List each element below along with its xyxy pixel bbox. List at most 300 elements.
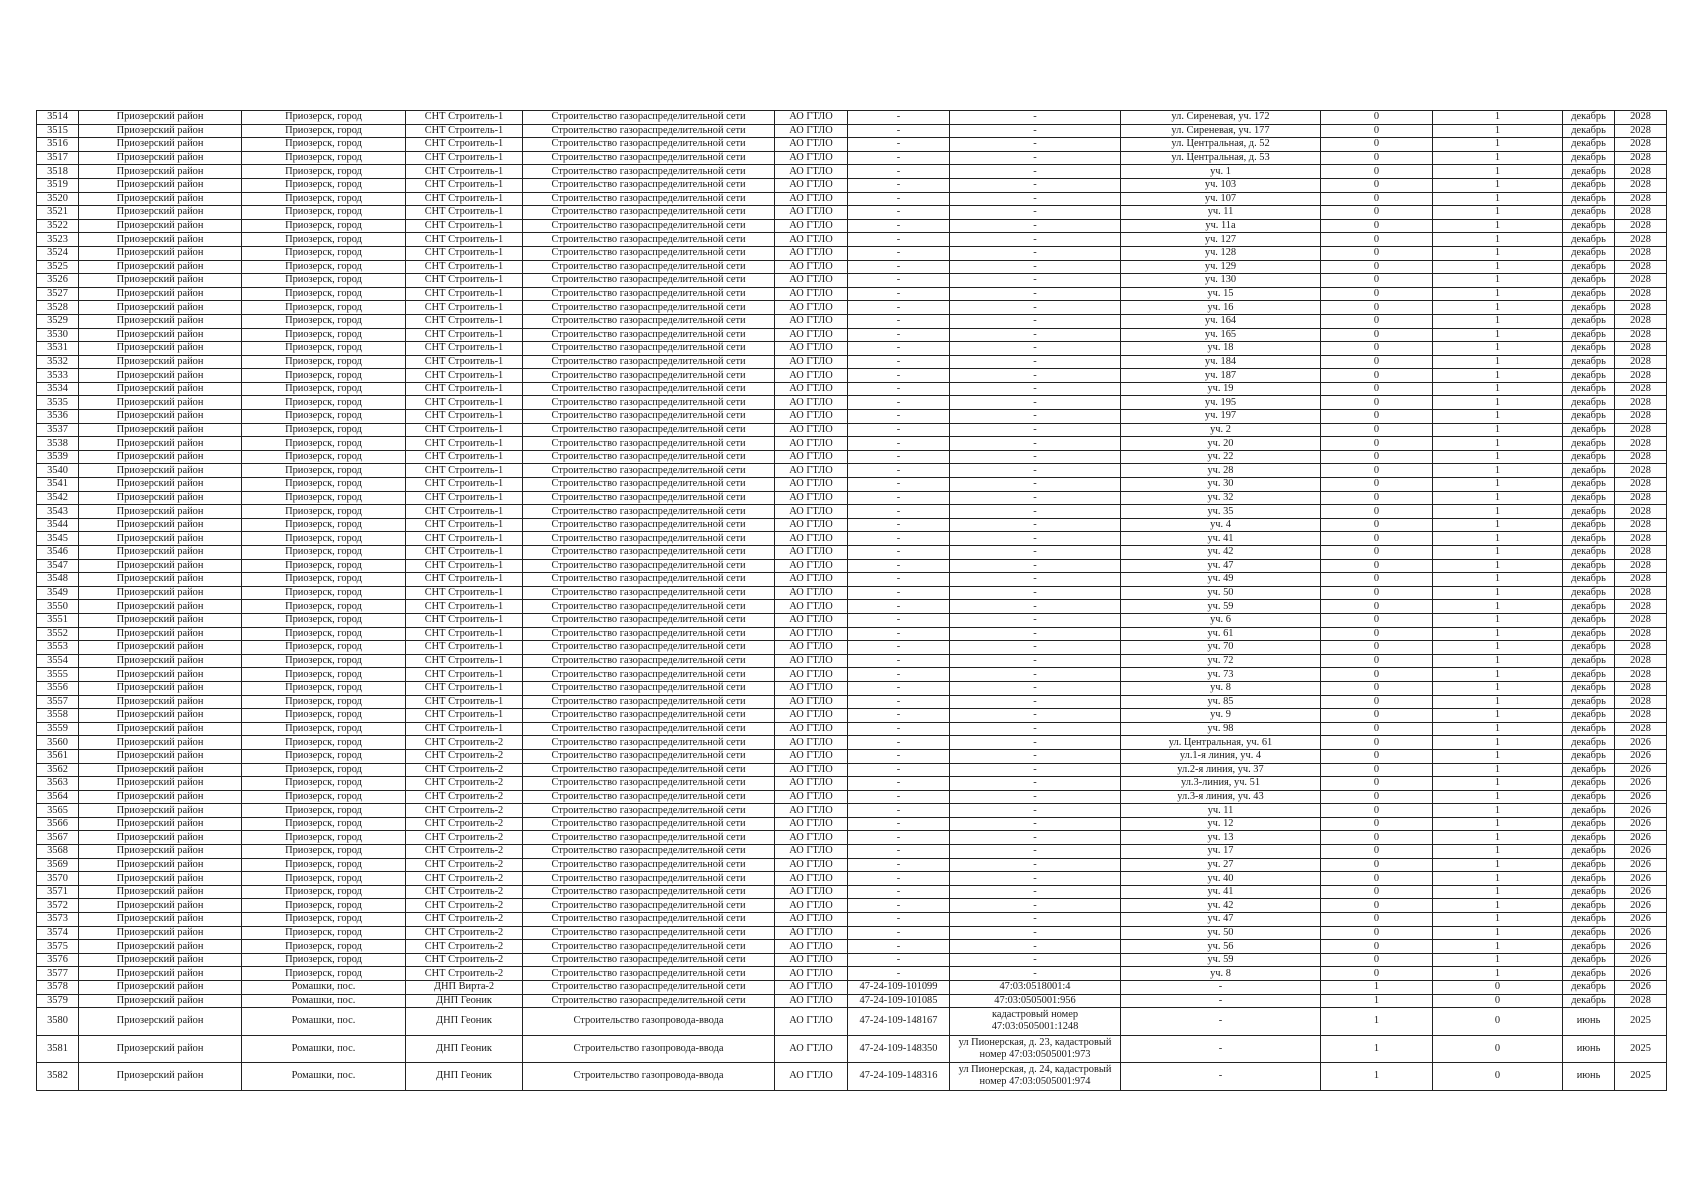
district-cell: Приозерский район: [79, 913, 242, 927]
row-number-cell: 3560: [37, 736, 79, 750]
qty-a-cell: 0: [1321, 573, 1433, 587]
qty-a-cell: 0: [1321, 899, 1433, 913]
district-cell: Приозерский район: [79, 573, 242, 587]
month-cell: декабрь: [1563, 505, 1615, 519]
work-type-cell: Строительство газораспределительной сети: [523, 260, 775, 274]
qty-b-cell: 0: [1433, 994, 1563, 1008]
settlement-cell: Приозерск, город: [242, 845, 406, 859]
registry-id-cell: -: [848, 763, 950, 777]
district-cell: Приозерский район: [79, 641, 242, 655]
cadastral-cell: -: [950, 450, 1121, 464]
table-row: [37, 450, 1667, 464]
settlement-cell: Ромашки, пос.: [242, 1035, 406, 1063]
year-cell: 2025: [1615, 1063, 1667, 1091]
table-row: [37, 654, 1667, 668]
year-cell: 2028: [1615, 613, 1667, 627]
qty-a-cell: 0: [1321, 274, 1433, 288]
organization-cell: АО ГТЛО: [775, 695, 848, 709]
month-cell: декабрь: [1563, 872, 1615, 886]
organization-cell: АО ГТЛО: [775, 287, 848, 301]
address-cell: -: [1121, 1035, 1321, 1063]
work-type-cell: Строительство газораспределительной сети: [523, 600, 775, 614]
row-number-cell: 3529: [37, 314, 79, 328]
community-cell: СНТ Строитель-1: [406, 600, 523, 614]
registry-id-cell: -: [848, 804, 950, 818]
settlement-cell: Приозерск, город: [242, 668, 406, 682]
address-cell: уч. 50: [1121, 926, 1321, 940]
settlement-cell: Приозерск, город: [242, 872, 406, 886]
registry-id-cell: -: [848, 967, 950, 981]
address-cell: уч. 128: [1121, 246, 1321, 260]
registry-id-cell: -: [848, 491, 950, 505]
cadastral-cell: -: [950, 518, 1121, 532]
work-type-cell: Строительство газораспределительной сети: [523, 192, 775, 206]
district-cell: Приозерский район: [79, 478, 242, 492]
table-row: [37, 219, 1667, 233]
registry-id-cell: -: [848, 940, 950, 954]
organization-cell: АО ГТЛО: [775, 410, 848, 424]
district-cell: Приозерский район: [79, 410, 242, 424]
cadastral-cell: -: [950, 559, 1121, 573]
registry-id-cell: 47-24-109-101099: [848, 981, 950, 995]
cadastral-cell: -: [950, 342, 1121, 356]
work-type-cell: Строительство газораспределительной сети: [523, 532, 775, 546]
year-cell: 2028: [1615, 681, 1667, 695]
row-number-cell: 3516: [37, 138, 79, 152]
settlement-cell: Ромашки, пос.: [242, 981, 406, 995]
row-number-cell: 3541: [37, 478, 79, 492]
community-cell: СНТ Строитель-1: [406, 314, 523, 328]
address-cell: -: [1121, 1008, 1321, 1036]
table-row: [37, 845, 1667, 859]
qty-a-cell: 0: [1321, 369, 1433, 383]
table-row: [37, 274, 1667, 288]
qty-a-cell: 1: [1321, 1035, 1433, 1063]
settlement-cell: Приозерск, город: [242, 260, 406, 274]
organization-cell: АО ГТЛО: [775, 355, 848, 369]
registry-id-cell: -: [848, 600, 950, 614]
district-cell: Приозерский район: [79, 382, 242, 396]
community-cell: СНТ Строитель-2: [406, 858, 523, 872]
cadastral-cell: -: [950, 314, 1121, 328]
community-cell: СНТ Строитель-1: [406, 681, 523, 695]
work-type-cell: Строительство газопровода-ввода: [523, 1008, 775, 1036]
organization-cell: АО ГТЛО: [775, 165, 848, 179]
month-cell: декабрь: [1563, 736, 1615, 750]
year-cell: 2028: [1615, 505, 1667, 519]
table-row: [37, 178, 1667, 192]
district-cell: Приозерский район: [79, 681, 242, 695]
address-cell: ул.3-я линия, уч. 43: [1121, 790, 1321, 804]
cadastral-cell: ул Пионерская, д. 23, кадастровый номер 47:03:0505001:973: [950, 1035, 1121, 1063]
table-row: [37, 790, 1667, 804]
registry-id-cell: -: [848, 709, 950, 723]
qty-a-cell: 0: [1321, 546, 1433, 560]
work-type-cell: Строительство газораспределительной сети: [523, 695, 775, 709]
work-type-cell: Строительство газораспределительной сети: [523, 246, 775, 260]
qty-b-cell: 1: [1433, 668, 1563, 682]
row-number-cell: 3561: [37, 749, 79, 763]
community-cell: ДНП Вирта-2: [406, 981, 523, 995]
settlement-cell: Приозерск, город: [242, 192, 406, 206]
cadastral-cell: -: [950, 491, 1121, 505]
year-cell: 2028: [1615, 586, 1667, 600]
cadastral-cell: 47:03:0505001:956: [950, 994, 1121, 1008]
qty-a-cell: 0: [1321, 478, 1433, 492]
work-type-cell: Строительство газораспределительной сети: [523, 627, 775, 641]
table-row: [37, 111, 1667, 125]
cadastral-cell: -: [950, 274, 1121, 288]
organization-cell: АО ГТЛО: [775, 777, 848, 791]
community-cell: СНТ Строитель-2: [406, 763, 523, 777]
work-type-cell: Строительство газораспределительной сети: [523, 817, 775, 831]
table-row: [37, 124, 1667, 138]
registry-id-cell: -: [848, 546, 950, 560]
community-cell: СНТ Строитель-2: [406, 845, 523, 859]
qty-a-cell: 0: [1321, 559, 1433, 573]
qty-b-cell: 1: [1433, 899, 1563, 913]
qty-a-cell: 0: [1321, 532, 1433, 546]
table-row: [37, 709, 1667, 723]
qty-b-cell: 1: [1433, 151, 1563, 165]
qty-a-cell: 0: [1321, 872, 1433, 886]
district-cell: Приозерский район: [79, 953, 242, 967]
organization-cell: АО ГТЛО: [775, 260, 848, 274]
month-cell: декабрь: [1563, 314, 1615, 328]
address-cell: уч. 27: [1121, 858, 1321, 872]
year-cell: 2028: [1615, 178, 1667, 192]
row-number-cell: 3524: [37, 246, 79, 260]
community-cell: СНТ Строитель-2: [406, 804, 523, 818]
row-number-cell: 3552: [37, 627, 79, 641]
month-cell: декабрь: [1563, 532, 1615, 546]
cadastral-cell: -: [950, 219, 1121, 233]
month-cell: декабрь: [1563, 885, 1615, 899]
address-cell: уч. 13: [1121, 831, 1321, 845]
registry-id-cell: -: [848, 178, 950, 192]
address-cell: уч. 59: [1121, 600, 1321, 614]
row-number-cell: 3526: [37, 274, 79, 288]
settlement-cell: Приозерск, город: [242, 967, 406, 981]
registry-id-cell: -: [848, 817, 950, 831]
row-number-cell: 3522: [37, 219, 79, 233]
year-cell: 2028: [1615, 546, 1667, 560]
organization-cell: АО ГТЛО: [775, 314, 848, 328]
organization-cell: АО ГТЛО: [775, 627, 848, 641]
district-cell: Приозерский район: [79, 777, 242, 791]
address-cell: уч. 72: [1121, 654, 1321, 668]
row-number-cell: 3578: [37, 981, 79, 995]
table-row: [37, 206, 1667, 220]
organization-cell: АО ГТЛО: [775, 654, 848, 668]
qty-a-cell: 0: [1321, 287, 1433, 301]
organization-cell: АО ГТЛО: [775, 342, 848, 356]
cadastral-cell: -: [950, 287, 1121, 301]
qty-a-cell: 0: [1321, 641, 1433, 655]
table-row: [37, 627, 1667, 641]
qty-b-cell: 1: [1433, 600, 1563, 614]
organization-cell: АО ГТЛО: [775, 573, 848, 587]
qty-a-cell: 0: [1321, 151, 1433, 165]
settlement-cell: Приозерск, город: [242, 532, 406, 546]
organization-cell: АО ГТЛО: [775, 668, 848, 682]
settlement-cell: Приозерск, город: [242, 274, 406, 288]
month-cell: декабрь: [1563, 749, 1615, 763]
address-cell: уч. 11: [1121, 804, 1321, 818]
settlement-cell: Приозерск, город: [242, 246, 406, 260]
organization-cell: АО ГТЛО: [775, 124, 848, 138]
organization-cell: АО ГТЛО: [775, 111, 848, 125]
qty-b-cell: 1: [1433, 287, 1563, 301]
address-cell: ул. Центральная, уч. 61: [1121, 736, 1321, 750]
address-cell: -: [1121, 994, 1321, 1008]
year-cell: 2028: [1615, 138, 1667, 152]
qty-a-cell: 0: [1321, 423, 1433, 437]
table-row: [37, 314, 1667, 328]
district-cell: Приозерский район: [79, 165, 242, 179]
year-cell: 2026: [1615, 845, 1667, 859]
qty-b-cell: 1: [1433, 885, 1563, 899]
district-cell: Приозерский район: [79, 722, 242, 736]
registry-id-cell: 47-24-109-148350: [848, 1035, 950, 1063]
year-cell: 2028: [1615, 369, 1667, 383]
settlement-cell: Приозерск, город: [242, 478, 406, 492]
work-type-cell: Строительство газораспределительной сети: [523, 287, 775, 301]
registry-id-cell: -: [848, 355, 950, 369]
table-row: [37, 641, 1667, 655]
community-cell: СНТ Строитель-1: [406, 586, 523, 600]
month-cell: декабрь: [1563, 491, 1615, 505]
year-cell: 2026: [1615, 831, 1667, 845]
year-cell: 2026: [1615, 858, 1667, 872]
qty-a-cell: 0: [1321, 953, 1433, 967]
settlement-cell: Приозерск, город: [242, 151, 406, 165]
community-cell: СНТ Строитель-1: [406, 546, 523, 560]
year-cell: 2028: [1615, 722, 1667, 736]
cadastral-cell: -: [950, 573, 1121, 587]
organization-cell: АО ГТЛО: [775, 1008, 848, 1036]
month-cell: декабрь: [1563, 913, 1615, 927]
month-cell: декабрь: [1563, 369, 1615, 383]
year-cell: 2028: [1615, 600, 1667, 614]
work-type-cell: Строительство газораспределительной сети: [523, 831, 775, 845]
registry-id-cell: -: [848, 627, 950, 641]
row-number-cell: 3540: [37, 464, 79, 478]
row-number-cell: 3570: [37, 872, 79, 886]
community-cell: СНТ Строитель-2: [406, 872, 523, 886]
settlement-cell: Приозерск, город: [242, 178, 406, 192]
qty-b-cell: 1: [1433, 342, 1563, 356]
settlement-cell: Приозерск, город: [242, 518, 406, 532]
district-cell: Приозерский район: [79, 926, 242, 940]
community-cell: СНТ Строитель-1: [406, 355, 523, 369]
settlement-cell: Приозерск, город: [242, 328, 406, 342]
work-type-cell: Строительство газораспределительной сети: [523, 722, 775, 736]
cadastral-cell: -: [950, 749, 1121, 763]
row-number-cell: 3539: [37, 450, 79, 464]
district-cell: Приозерский район: [79, 138, 242, 152]
organization-cell: АО ГТЛО: [775, 845, 848, 859]
qty-a-cell: 0: [1321, 967, 1433, 981]
work-type-cell: Строительство газораспределительной сети: [523, 382, 775, 396]
year-cell: 2028: [1615, 165, 1667, 179]
settlement-cell: Приозерск, город: [242, 777, 406, 791]
cadastral-cell: -: [950, 736, 1121, 750]
organization-cell: АО ГТЛО: [775, 450, 848, 464]
district-cell: Приозерский район: [79, 899, 242, 913]
cadastral-cell: -: [950, 777, 1121, 791]
row-number-cell: 3557: [37, 695, 79, 709]
table-row: [37, 831, 1667, 845]
month-cell: декабрь: [1563, 546, 1615, 560]
community-cell: СНТ Строитель-2: [406, 777, 523, 791]
row-number-cell: 3547: [37, 559, 79, 573]
table-row: [37, 858, 1667, 872]
cadastral-cell: -: [950, 763, 1121, 777]
address-cell: уч. 6: [1121, 613, 1321, 627]
community-cell: СНТ Строитель-1: [406, 301, 523, 315]
district-cell: Приозерский район: [79, 546, 242, 560]
registry-id-cell: -: [848, 654, 950, 668]
row-number-cell: 3571: [37, 885, 79, 899]
qty-a-cell: 0: [1321, 600, 1433, 614]
row-number-cell: 3556: [37, 681, 79, 695]
work-type-cell: Строительство газораспределительной сети: [523, 845, 775, 859]
qty-a-cell: 0: [1321, 804, 1433, 818]
settlement-cell: Приозерск, город: [242, 369, 406, 383]
year-cell: 2028: [1615, 668, 1667, 682]
cadastral-cell: -: [950, 681, 1121, 695]
work-type-cell: Строительство газораспределительной сети: [523, 124, 775, 138]
community-cell: СНТ Строитель-1: [406, 233, 523, 247]
month-cell: декабрь: [1563, 953, 1615, 967]
address-cell: уч. 47: [1121, 913, 1321, 927]
qty-a-cell: 0: [1321, 382, 1433, 396]
cadastral-cell: -: [950, 382, 1121, 396]
registry-id-cell: 47-24-109-101085: [848, 994, 950, 1008]
qty-a-cell: 0: [1321, 722, 1433, 736]
year-cell: 2028: [1615, 192, 1667, 206]
district-cell: Приозерский район: [79, 450, 242, 464]
organization-cell: АО ГТЛО: [775, 967, 848, 981]
community-cell: СНТ Строитель-2: [406, 913, 523, 927]
settlement-cell: Приозерск, город: [242, 138, 406, 152]
settlement-cell: Приозерск, город: [242, 627, 406, 641]
cadastral-cell: -: [950, 233, 1121, 247]
cadastral-cell: -: [950, 872, 1121, 886]
qty-a-cell: 0: [1321, 790, 1433, 804]
organization-cell: АО ГТЛО: [775, 709, 848, 723]
table-row: [37, 546, 1667, 560]
work-type-cell: Строительство газораспределительной сети: [523, 396, 775, 410]
qty-b-cell: 1: [1433, 246, 1563, 260]
district-cell: Приозерский район: [79, 111, 242, 125]
community-cell: СНТ Строитель-1: [406, 192, 523, 206]
row-number-cell: 3568: [37, 845, 79, 859]
community-cell: СНТ Строитель-1: [406, 518, 523, 532]
address-cell: уч. 184: [1121, 355, 1321, 369]
cadastral-cell: -: [950, 138, 1121, 152]
address-cell: уч. 9: [1121, 709, 1321, 723]
organization-cell: АО ГТЛО: [775, 586, 848, 600]
month-cell: декабрь: [1563, 668, 1615, 682]
district-cell: Приозерский район: [79, 464, 242, 478]
registry-id-cell: -: [848, 287, 950, 301]
qty-a-cell: 0: [1321, 777, 1433, 791]
document-page: [36, 110, 1666, 1091]
year-cell: 2028: [1615, 654, 1667, 668]
table-row: [37, 777, 1667, 791]
work-type-cell: Строительство газораспределительной сети: [523, 437, 775, 451]
work-type-cell: Строительство газораспределительной сети: [523, 654, 775, 668]
table-row: [37, 804, 1667, 818]
table-row: [37, 763, 1667, 777]
community-cell: ДНП Геоник: [406, 1035, 523, 1063]
row-number-cell: 3566: [37, 817, 79, 831]
qty-b-cell: 1: [1433, 410, 1563, 424]
cadastral-cell: -: [950, 817, 1121, 831]
district-cell: Приозерский район: [79, 396, 242, 410]
district-cell: Приозерский район: [79, 709, 242, 723]
row-number-cell: 3567: [37, 831, 79, 845]
month-cell: декабрь: [1563, 178, 1615, 192]
qty-b-cell: 1: [1433, 382, 1563, 396]
cadastral-cell: -: [950, 586, 1121, 600]
registry-id-cell: -: [848, 314, 950, 328]
qty-b-cell: 1: [1433, 328, 1563, 342]
qty-b-cell: 1: [1433, 681, 1563, 695]
registry-id-cell: -: [848, 586, 950, 600]
cadastral-cell: кадастровый номер 47:03:0505001:1248: [950, 1008, 1121, 1036]
organization-cell: АО ГТЛО: [775, 790, 848, 804]
row-number-cell: 3572: [37, 899, 79, 913]
row-number-cell: 3554: [37, 654, 79, 668]
year-cell: 2028: [1615, 314, 1667, 328]
year-cell: 2026: [1615, 981, 1667, 995]
month-cell: декабрь: [1563, 478, 1615, 492]
address-cell: ул.2-я линия, уч. 37: [1121, 763, 1321, 777]
organization-cell: АО ГТЛО: [775, 328, 848, 342]
community-cell: СНТ Строитель-1: [406, 437, 523, 451]
address-cell: уч. 70: [1121, 641, 1321, 655]
year-cell: 2028: [1615, 342, 1667, 356]
qty-b-cell: 1: [1433, 206, 1563, 220]
work-type-cell: Строительство газораспределительной сети: [523, 953, 775, 967]
cadastral-cell: -: [950, 804, 1121, 818]
community-cell: СНТ Строитель-1: [406, 410, 523, 424]
qty-b-cell: 1: [1433, 967, 1563, 981]
address-cell: уч. 41: [1121, 885, 1321, 899]
work-type-cell: Строительство газораспределительной сети: [523, 138, 775, 152]
year-cell: 2026: [1615, 736, 1667, 750]
month-cell: декабрь: [1563, 138, 1615, 152]
organization-cell: АО ГТЛО: [775, 641, 848, 655]
organization-cell: АО ГТЛО: [775, 478, 848, 492]
community-cell: СНТ Строитель-1: [406, 246, 523, 260]
district-cell: Приозерский район: [79, 518, 242, 532]
year-cell: 2026: [1615, 899, 1667, 913]
registry-id-cell: -: [848, 505, 950, 519]
district-cell: Приозерский район: [79, 790, 242, 804]
year-cell: 2026: [1615, 967, 1667, 981]
qty-b-cell: 1: [1433, 559, 1563, 573]
address-cell: уч. 107: [1121, 192, 1321, 206]
qty-b-cell: 0: [1433, 1035, 1563, 1063]
cadastral-cell: -: [950, 709, 1121, 723]
qty-a-cell: 0: [1321, 586, 1433, 600]
table-row: [37, 736, 1667, 750]
work-type-cell: Строительство газораспределительной сети: [523, 967, 775, 981]
